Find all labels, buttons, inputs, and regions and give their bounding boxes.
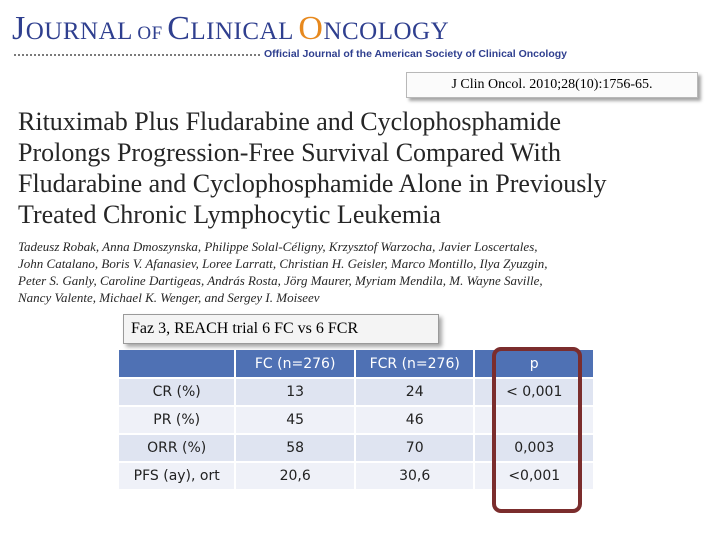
header-cell-fcr: FCR (n=276) [356,350,474,377]
title-line: Fludarabine and Cyclophosphamide Alone in Previously [18,169,607,198]
p-value: <0,001 [475,463,593,489]
header-dotted-divider [14,54,260,56]
title-line: Rituximab Plus Fludarabine and Cyclophosphamide [18,107,562,136]
row-label: PR (%) [119,407,234,433]
row-label: CR (%) [119,379,234,405]
p-column-highlight-box [492,347,582,513]
fc-value: 20,6 [236,463,354,489]
row-label: PFS (ay), ort [119,463,234,489]
fc-value: 58 [236,435,354,461]
author-line: Nancy Valente, Michael K. Wenger, and Sergey I. Moiseev [18,290,320,305]
fcr-value: 70 [356,435,474,461]
author-line: Peter S. Ganly, Caroline Dartigeas, András Rosta, Jörg Maurer, Myriam Mendila, M. Wayne Saville, [18,273,543,288]
row-label: ORR (%) [119,435,234,461]
title-line: Treated Chronic Lymphocytic Leukemia [18,200,441,229]
journal-word-journal: OURNAL [25,18,133,45]
journal-initial-o: O [298,10,324,47]
journal-word-oncology: NCOLOGY [323,18,450,45]
journal-word-clinical: LINICAL [190,18,294,45]
fcr-value: 24 [356,379,474,405]
title-line: Prolongs Progression-Free Survival Compared With [18,138,561,167]
trial-label-box: Faz 3, REACH trial 6 FC vs 6 FCR [123,314,439,344]
header-cell-fc: FC (n=276) [236,350,354,377]
journal-initial-j: J [12,10,26,47]
p-value: 0,003 [475,435,593,461]
author-list [18,238,708,306]
fcr-value: 46 [356,407,474,433]
journal-tagline: Official Journal of the American Society of Clinical Oncology [264,48,568,60]
header-cell-p: p [475,350,593,377]
fc-value: 45 [236,407,354,433]
author-line: John Catalano, Boris V. Afanasiev, Loree Larratt, Christian H. Geisler, Marco Montillo, Ilya Zyuzgin, [18,256,548,271]
journal-header [12,10,572,65]
journal-word-of: OF [137,23,163,44]
article-title [18,106,698,230]
journal-initial-c: C [167,10,191,47]
fc-value: 13 [236,379,354,405]
journal-name [12,10,449,48]
p-value: < 0,001 [475,379,593,405]
author-line: Tadeusz Robak, Anna Dmoszynska, Philippe Solal-Céligny, Krzysztof Warzocha, Javier Loscertales, [18,239,538,254]
fcr-value: 30,6 [356,463,474,489]
header-cell-empty [119,350,234,377]
citation-box: J Clin Oncol. 2010;28(10):1756-65. [406,72,698,98]
